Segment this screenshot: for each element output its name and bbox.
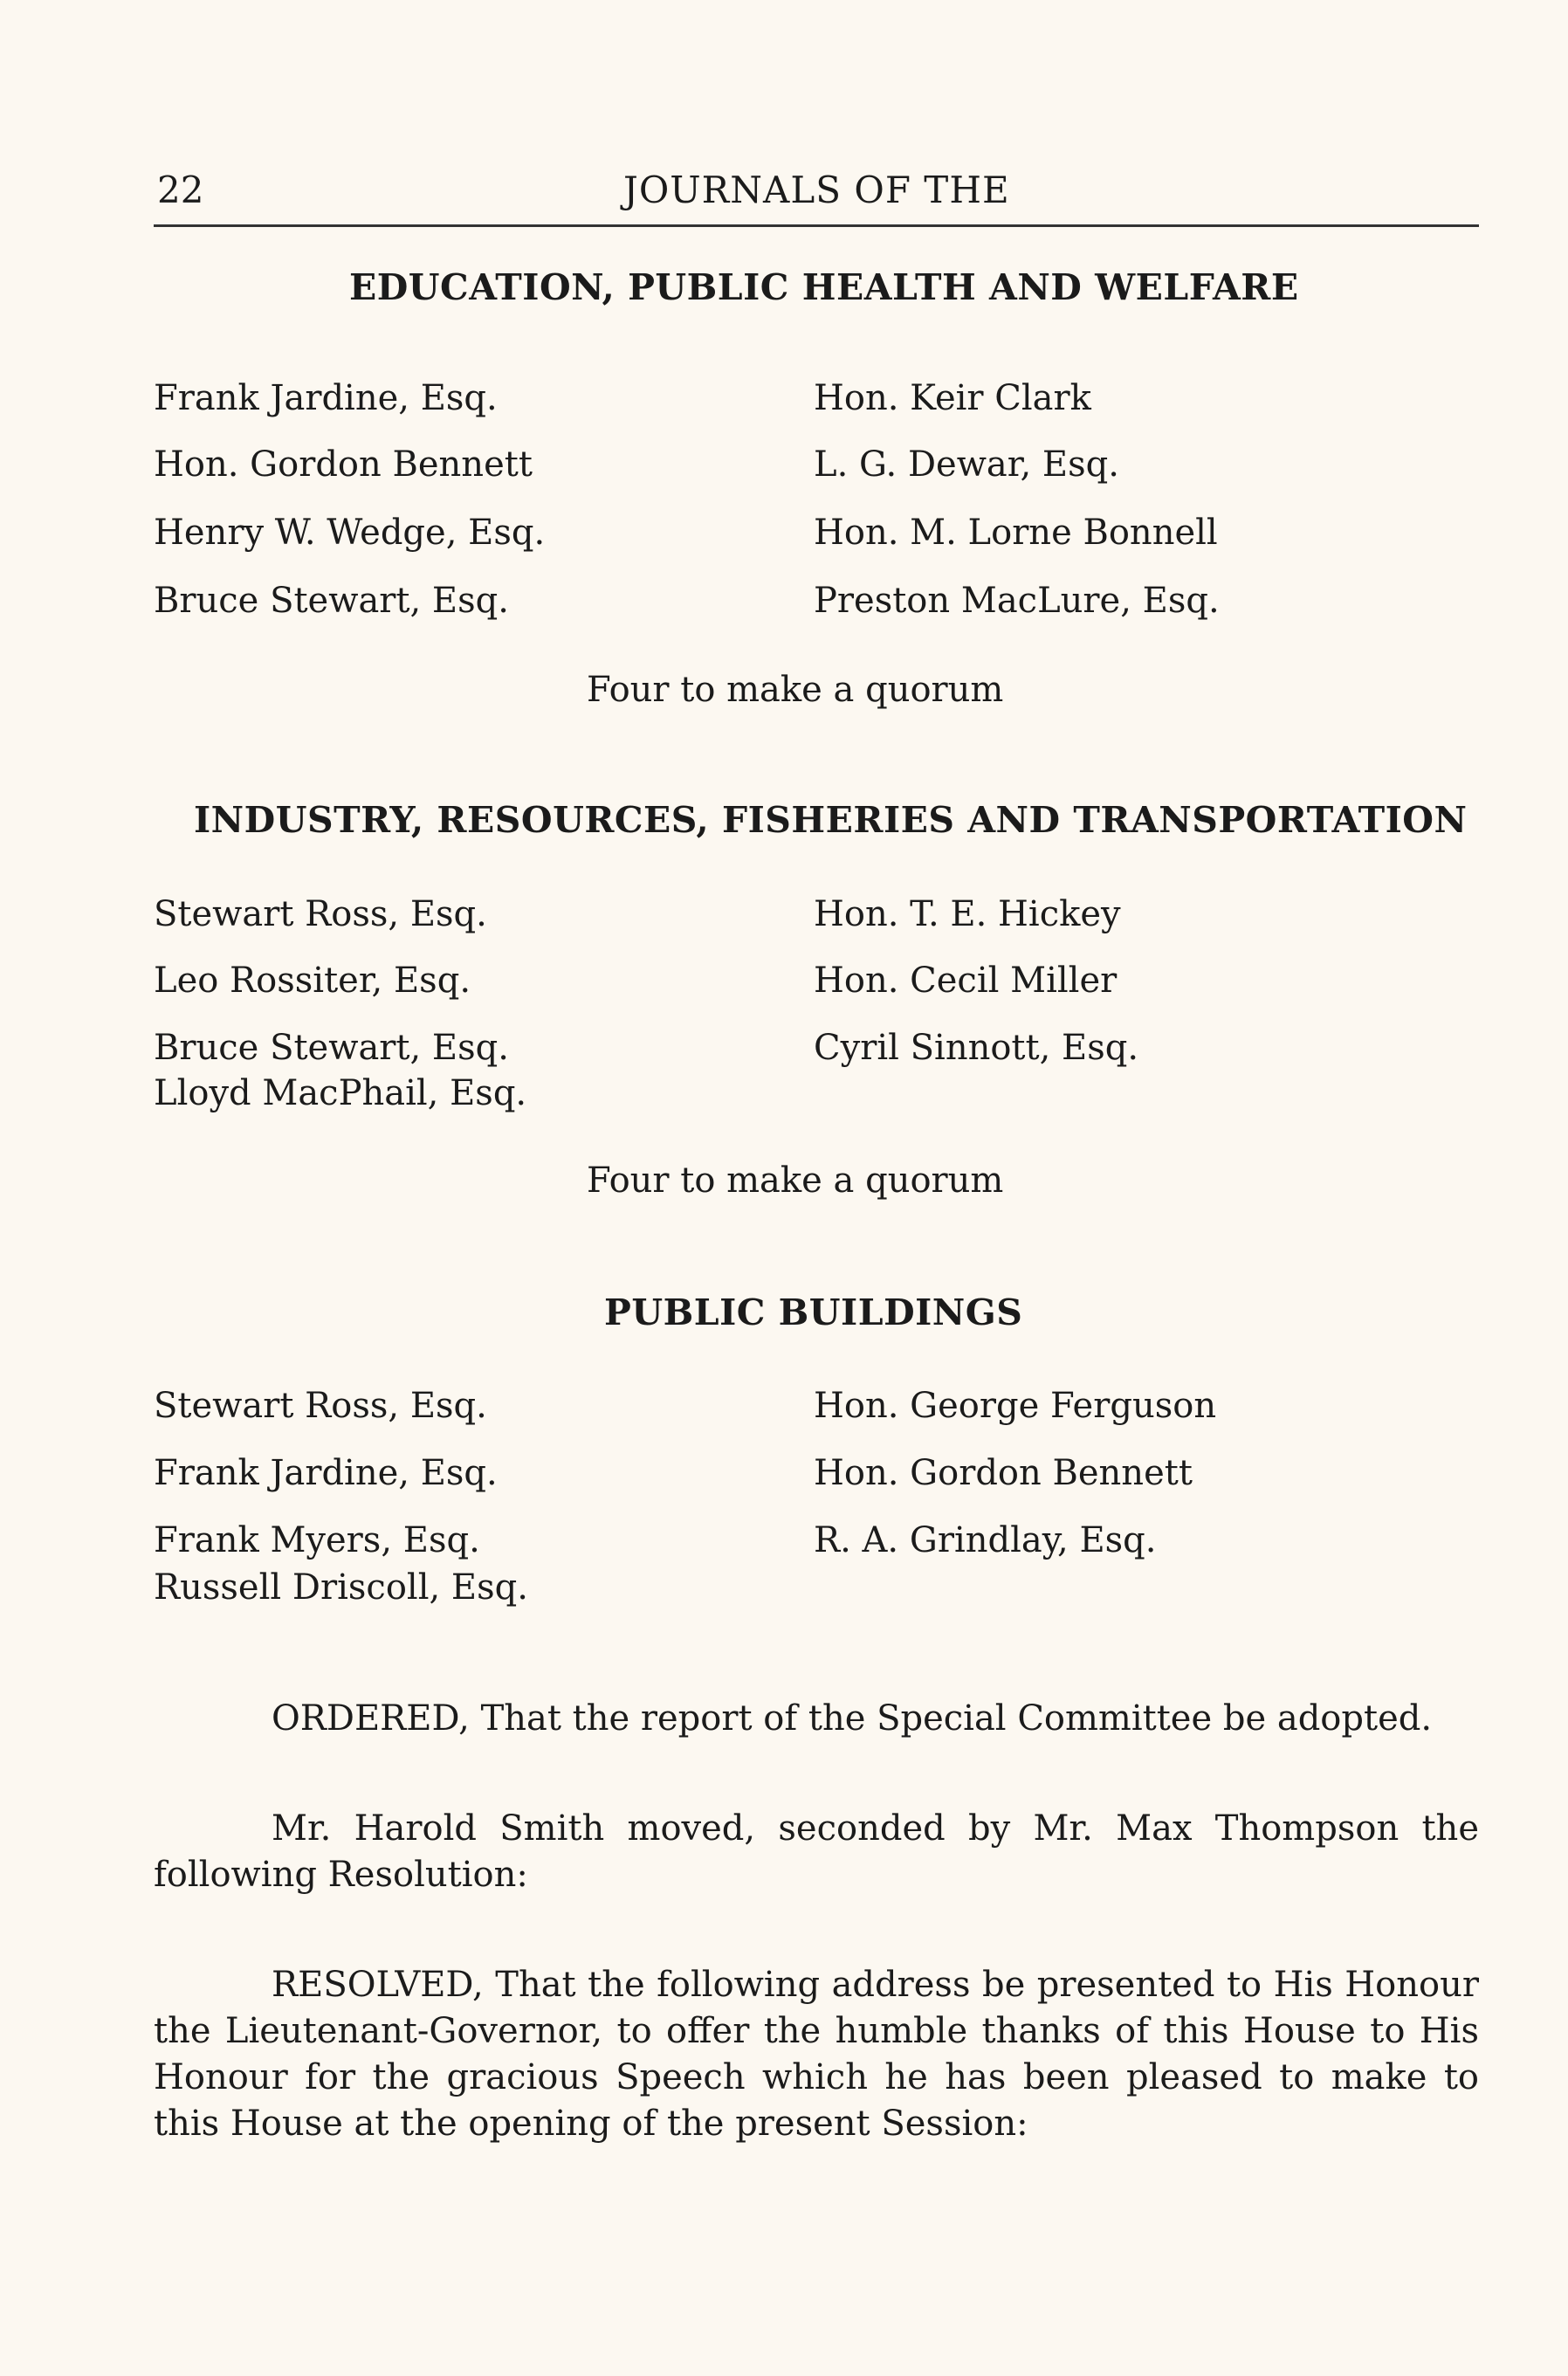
quorum-note: Four to make a quorum bbox=[587, 1160, 1004, 1201]
member-name: Cyril Sinnott, Esq. bbox=[814, 1028, 1139, 1068]
running-title: JOURNALS OF THE bbox=[623, 169, 1010, 211]
section-heading-industry: INDUSTRY, RESOURCES, FISHERIES AND TRANSPORTATION bbox=[194, 799, 1468, 841]
member-name: Lloyd MacPhail, Esq. bbox=[154, 1073, 527, 1113]
member-name: Hon. T. E. Hickey bbox=[814, 894, 1121, 934]
member-name: Frank Jardine, Esq. bbox=[154, 1453, 498, 1493]
quorum-note: Four to make a quorum bbox=[587, 670, 1004, 710]
header-rule bbox=[154, 224, 1479, 227]
page-number: 22 bbox=[157, 169, 204, 211]
member-name: Bruce Stewart, Esq. bbox=[154, 581, 509, 621]
ordered-paragraph: ORDERED, That the report of the Special Committee be adopted. bbox=[272, 1698, 1433, 1739]
member-name: R. A. Grindlay, Esq. bbox=[814, 1520, 1157, 1560]
member-name: Leo Rossiter, Esq. bbox=[154, 961, 471, 1001]
resolved-paragraph: RESOLVED, That the following address be presented to His Honour the Lieutenant-Governor, to offer the humble thanks of this House to His Honour for the gracious Speech which he has been pleased to make to this House at the opening of the present Session: bbox=[154, 1965, 1479, 2144]
member-name: Bruce Stewart, Esq. bbox=[154, 1028, 509, 1068]
member-name: Hon. Gordon Bennett bbox=[814, 1453, 1193, 1493]
member-name: Hon. Keir Clark bbox=[814, 378, 1091, 418]
section-heading-education: EDUCATION, PUBLIC HEALTH AND WELFARE bbox=[349, 266, 1299, 308]
member-name: Henry W. Wedge, Esq. bbox=[154, 513, 546, 553]
member-name: Russell Driscoll, Esq. bbox=[154, 1567, 528, 1608]
member-name: L. G. Dewar, Esq. bbox=[814, 444, 1119, 485]
member-name: Hon. Gordon Bennett bbox=[154, 444, 533, 485]
member-name: Preston MacLure, Esq. bbox=[814, 581, 1220, 621]
member-name: Hon. M. Lorne Bonnell bbox=[814, 513, 1218, 553]
member-name: Stewart Ross, Esq. bbox=[154, 1386, 487, 1426]
member-name: Hon. George Ferguson bbox=[814, 1386, 1217, 1426]
member-name: Frank Myers, Esq. bbox=[154, 1520, 480, 1560]
motion-paragraph: Mr. Harold Smith moved, seconded by Mr. Max Thompson the following Resolution: bbox=[154, 1808, 1479, 1895]
section-heading-public-buildings: PUBLIC BUILDINGS bbox=[604, 1291, 1023, 1333]
member-name: Frank Jardine, Esq. bbox=[154, 378, 498, 418]
member-name: Hon. Cecil Miller bbox=[814, 961, 1118, 1001]
member-name: Stewart Ross, Esq. bbox=[154, 894, 487, 934]
